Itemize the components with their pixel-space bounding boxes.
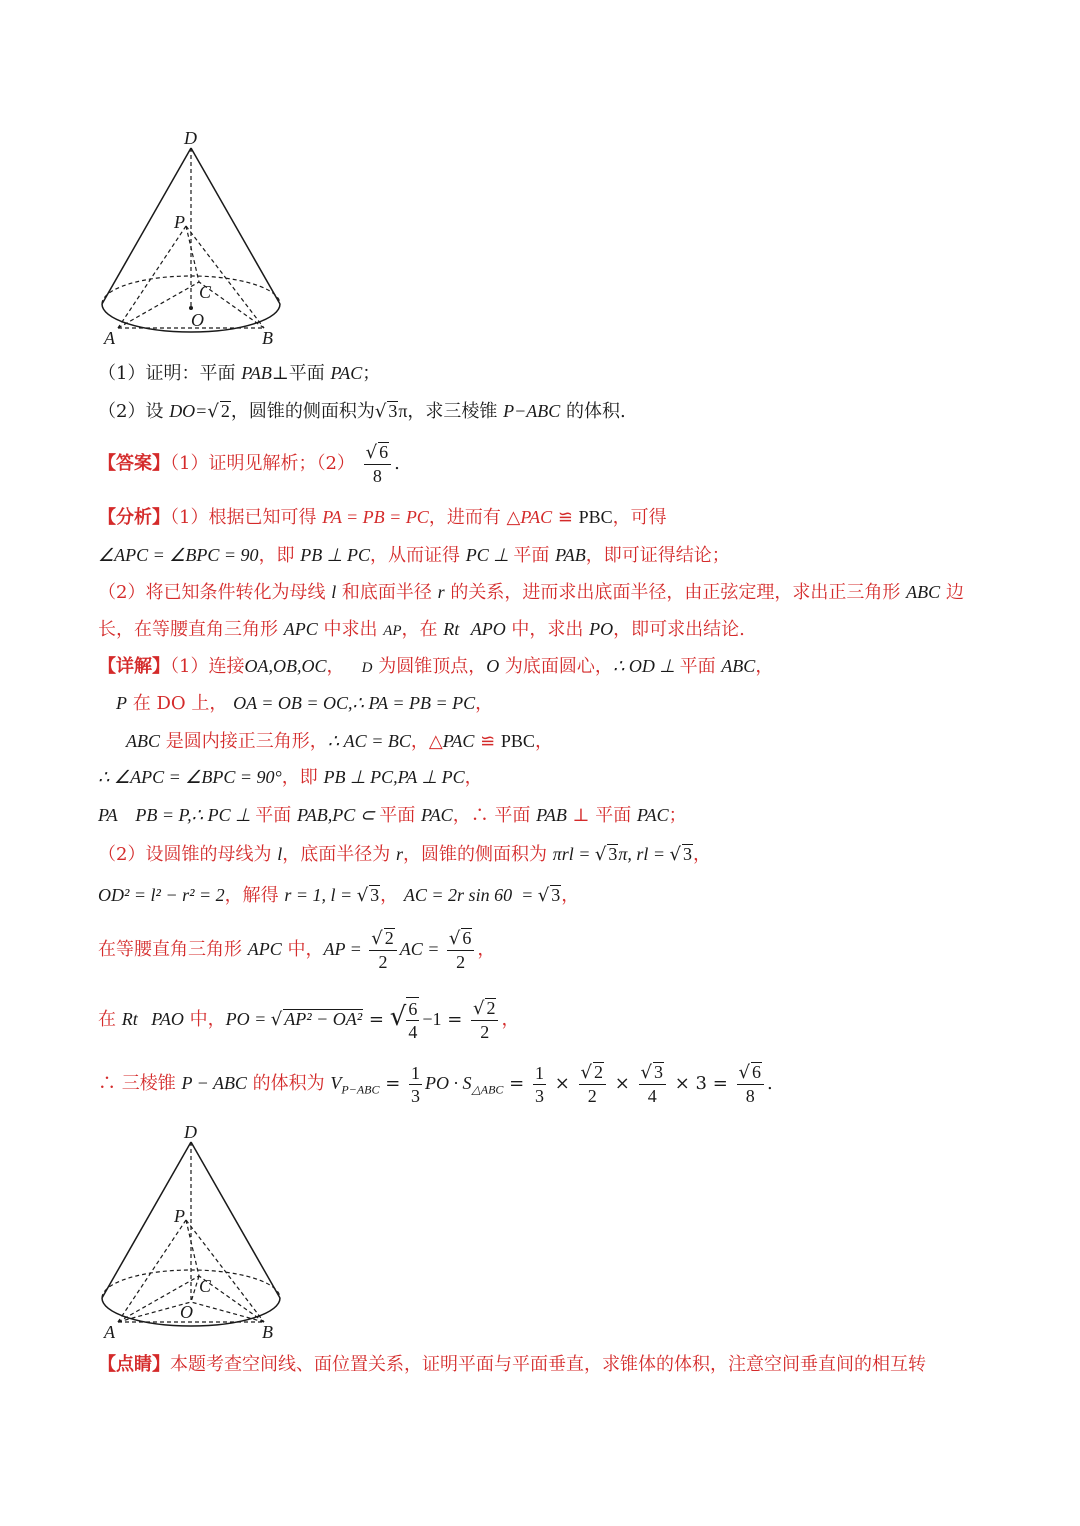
analysis-line-3: （2）将已知条件转化为母线 l 和底面半径 r 的关系，进而求出底面半径，由正弦定理，求出正三角形 ABC 边 <box>98 582 964 603</box>
detail-line-1: 【详解】（1）连接OA,OB,OC， D 为圆锥顶点，O 为底面圆心，∴ OD ⊥ 平面 ABC， <box>98 656 774 677</box>
detail-line-2: P 在 DO 上， OA = OB = OC,∴ PA = PB = PC， <box>116 693 494 714</box>
cone-figure-bottom <box>96 1122 286 1340</box>
detail-line-7: OD² = l² − r² = 2，解得 r = 1, l = √ 3， AC = 2r sin 60 = √ 3， <box>98 885 580 906</box>
detail-line-4: ∴ ∠APC = ∠BPC = 90°，即 PB ⊥ PC,PA ⊥ PC， <box>98 767 483 788</box>
detail-line-10: ∴ 三棱锥 P − ABC 的体积为 $V_{P-ABC}$ = $\frac{1}{3}$ PO · $S_{\triangle ABC}$ = $\frac{1}{3}$ × $\frac{√ 2}{2}$ × $\frac{√ 3}{4}$ × 3 = $\frac{√ 6}{8}$ . <box>98 1062 773 1106</box>
label-p-2: P <box>174 1206 185 1226</box>
label-d-2: D <box>184 1122 197 1142</box>
question-2: （2）设 DO=√ 2，圆锥的侧面积为√ 3π，求三棱锥 P−ABC 的体积. <box>98 401 626 422</box>
comment-line: 【点睛】本题考查空间线、面位置关系，证明平面与平面垂直，求锥体的体积，注意空间垂直间的相互转 <box>98 1354 926 1375</box>
detail-line-3: ABC 是圆内接正三角形，∴ AC = BC，△PAC ≌ PBC， <box>126 731 553 752</box>
detail-line-5: PA PB = P,∴ PC ⊥ 平面 PAB,PC ⊂ 平面 PAC，∴ 平面 PAB ⊥ 平面 PAC； <box>98 805 687 826</box>
answer: 【答案】（1）证明见解析；（2） $\frac{√ 6}{8}$ . <box>98 442 400 486</box>
label-b: B <box>262 328 273 346</box>
analysis-line-2: ∠APC = ∠BPC = 90，即 PB ⊥ PC，从而证得 PC ⊥ 平面 PAB，即可证得结论； <box>98 545 730 566</box>
label-p: P <box>174 212 185 232</box>
detail-line-9: 在 Rt PAO 中，PO = √ AP² − OA² = √ $\frac{6}{4}$ −1 = $\frac{√ 2}{2}$ ， <box>98 998 520 1042</box>
label-c: C <box>199 282 212 302</box>
label-o: O <box>191 310 204 330</box>
label-c-2: C <box>199 1276 212 1296</box>
label-b-2: B <box>262 1322 273 1340</box>
label-a-2: A <box>104 1322 115 1340</box>
detail-line-8: 在等腰直角三角形 APC 中，AP = $\frac{√ 2}{2}$ AC = $\frac{√ 6}{2}$ ， <box>98 928 496 972</box>
question-1: （1）证明：平面 PAB⊥平面 PAC； <box>98 363 381 384</box>
detail-line-6: （2）设圆锥的母线为 l，底面半径为 r，圆锥的侧面积为 πrl = √ 3π, rl = √ 3， <box>98 844 711 865</box>
cone-figure-top <box>96 128 286 346</box>
analysis-line-1: 【分析】（1）根据已知可得 PA = PB = PC，进而有 △PAC ≌ PBC，可得 <box>98 507 667 528</box>
label-d: D <box>184 128 197 148</box>
label-o-2: O <box>180 1302 193 1322</box>
label-a: A <box>104 328 115 346</box>
analysis-line-4: 长，在等腰直角三角形 APC 中求出 AP，在 Rt APO 中，求出 PO，即可求出结论. <box>98 619 745 640</box>
